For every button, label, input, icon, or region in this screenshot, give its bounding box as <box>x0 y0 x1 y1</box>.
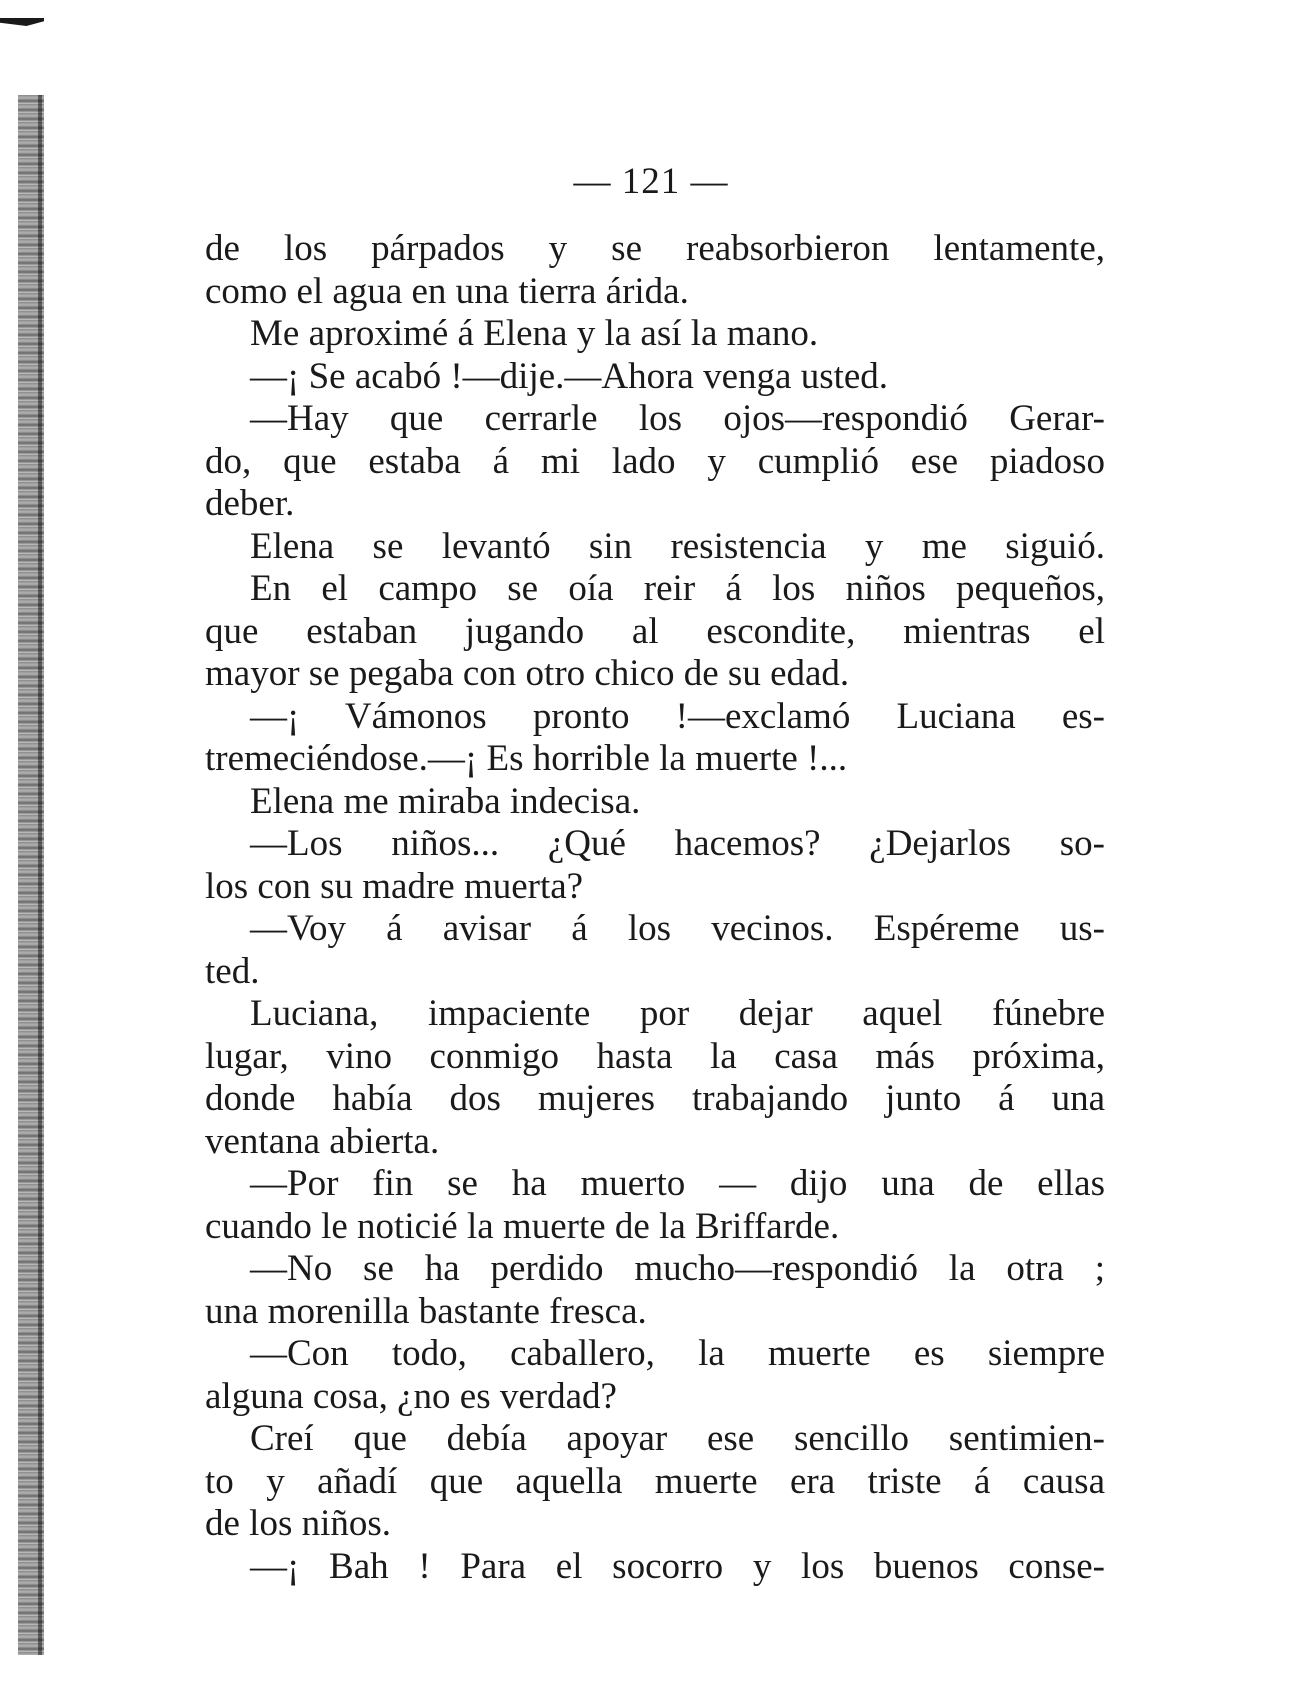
text-line: que estaban jugando al escondite, mientras el <box>205 610 1105 652</box>
text-line: —¡ Bah ! Para el socorro y los buenos conse- <box>250 1545 1105 1587</box>
corner-mark <box>0 18 44 26</box>
text-line: Luciana, impaciente por dejar aquel fúnebre <box>250 993 1105 1034</box>
text-line: como el agua en una tierra árida. <box>205 270 689 312</box>
text-line: Me aproximé á Elena y la así la mano. <box>250 313 819 354</box>
text-line: una morenilla bastante fresca. <box>205 1290 647 1332</box>
text-line: —Hay que cerrarle los ojos—respondió Gerar- <box>250 398 1105 439</box>
text-line: —¡ Se acabó !—dije.—Ahora venga usted. <box>250 355 889 397</box>
text-line: Elena me miraba indecisa. <box>250 780 641 822</box>
text-line: Creí que debía apoyar ese sencillo sentimien- <box>250 1418 1105 1459</box>
text-line: —Los niños... ¿Qué hacemos? ¿Dejarlos so- <box>250 823 1105 864</box>
text-line: En el campo se oía reir á los niños pequeños, <box>250 568 1105 609</box>
text-line: de los párpados y se reabsorbieron lentamente, <box>205 228 1105 269</box>
text-line: —¡ Vámonos pronto !—exclamó Luciana es- <box>250 695 1105 737</box>
text-line: deber. <box>205 483 295 524</box>
text-line: ventana abierta. <box>205 1120 440 1162</box>
page-number: — 121 — <box>573 161 729 202</box>
text-line: de los niños. <box>205 1503 392 1544</box>
text-line: mayor se pegaba con otro chico de su edad. <box>205 653 850 694</box>
body-text <box>205 228 1105 1588</box>
text-line: los con su madre muerta? <box>205 865 584 907</box>
text-line: Elena se levantó sin resistencia y me siguió. <box>250 525 1105 567</box>
text-line: —No se ha perdido mucho—respondió la otra ; <box>250 1248 1105 1289</box>
text-line: —Por fin se ha muerto — dijo una de ellas <box>250 1163 1105 1204</box>
text-line: lugar, vino conmigo hasta la casa más próxima, <box>205 1035 1105 1077</box>
text-line: cuando le noticié la muerte de la Briffarde. <box>205 1205 840 1247</box>
text-line: to y añadí que aquella muerte era triste á causa <box>205 1460 1105 1502</box>
text-line: donde había dos mujeres trabajando junto á una <box>205 1078 1105 1119</box>
text-line: —Voy á avisar á los vecinos. Espéreme us- <box>250 908 1105 949</box>
text-line: tremeciéndose.—¡ Es horrible la muerte !... <box>205 738 848 779</box>
text-line: do, que estaba á mi lado y cumplió ese piadoso <box>205 440 1105 482</box>
text-line: alguna cosa, ¿no es verdad? <box>205 1375 617 1417</box>
text-line: —Con todo, caballero, la muerte es siempre <box>250 1333 1105 1374</box>
text-line: ted. <box>205 950 260 992</box>
binding-edge <box>38 95 42 1655</box>
